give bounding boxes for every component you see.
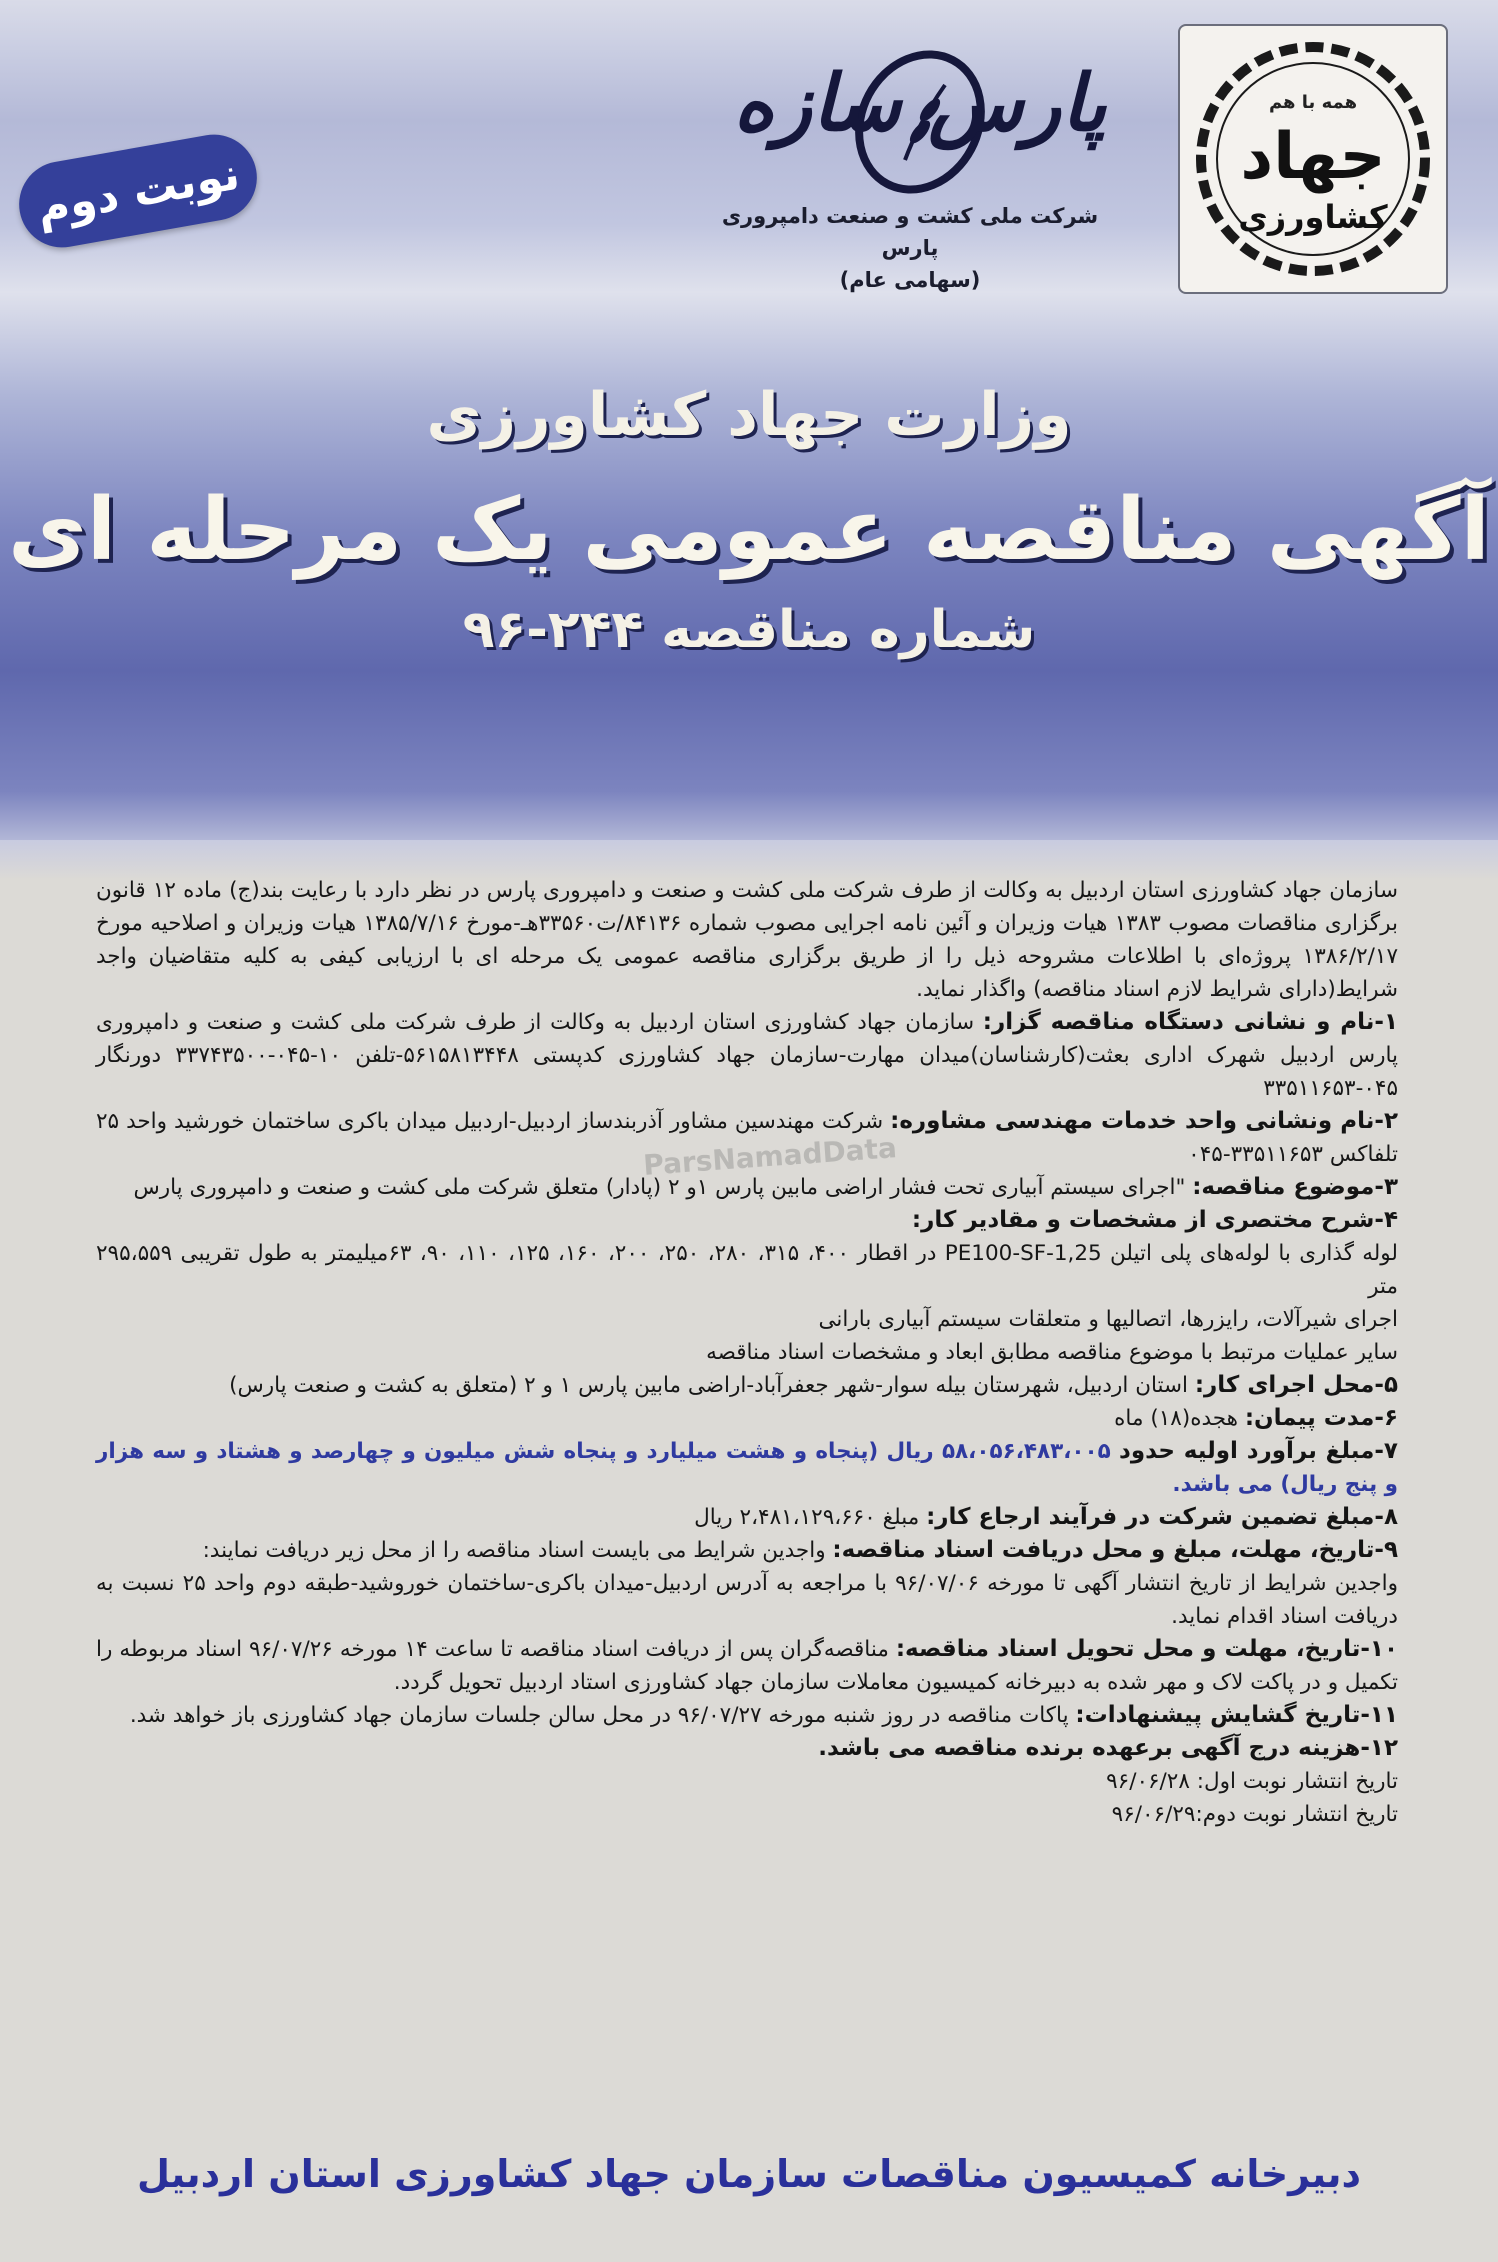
item-1 xyxy=(96,1006,1398,1105)
seal-slogan: همه با هم xyxy=(1268,92,1358,113)
item-8-head: ۸-مبلغ تضمین شرکت در فرآیند ارجاع کار: xyxy=(926,1504,1398,1530)
item-2 xyxy=(96,1105,1398,1171)
item-2-body: شرکت مهندسین مشاور آذربندساز اردبیل-اردبیل میدان باکری ساختمان خورشید واحد ۲۵ تلفاکس ۳۳۵۱۱۶۵۳-۰۴۵ xyxy=(96,1109,1398,1167)
item-6-body: هجده(۱۸) ماه xyxy=(1114,1406,1245,1431)
publish-date-first: تاریخ انتشار نوبت اول: ۹۶/۰۶/۲۸ xyxy=(1106,1769,1398,1794)
intro-paragraph: سازمان جهاد کشاورزی استان اردبیل به وکالت از طرف شرکت ملی کشت و صنعت و دامپروری پارس در نظر دارد با رعایت بند(ج) ماده ۱۲ قانون برگزاری مناقصات مصوب ۱۳۸۳ هیات وزیران و آئین نامه اجرایی مصوب شماره ۸۴۱۳۶/ت۳۳۵۶۰هـ-مورخ ۱۳۸۵/۷/۱۶ هیات وزیران و اصلاحیه مورخ ۱۳۸۶/۲/۱۷ پروژه‌ای با اطلاعات مشروحه ذیل را از طریق برگزاری مناقصه عمومی یک مرحله ای با ارزیابی کیفی به کلیه متقاضیان واجد شرایط(دارای شرایط لازم اسناد مناقصه) واگذار نماید. xyxy=(96,878,1398,1002)
item-5 xyxy=(96,1369,1398,1402)
item-7 xyxy=(96,1435,1398,1501)
item-7-head: ۷-مبلغ برآورد اولیه حدود xyxy=(1119,1438,1398,1464)
item-9-detail: واجدین شرایط از تاریخ انتشار آگهی تا مورخه ۹۶/۰۷/۰۶ با مراجعه به آدرس اردبیل-میدان باکری-ساختمان خوروشید-طبقه دوم واحد ۲۵ نسبت به دریافت اسناد اقدام نماید. xyxy=(96,1571,1399,1629)
seal-title: جهاد xyxy=(1240,120,1386,194)
notice-body xyxy=(96,874,1398,1831)
item-1-body: سازمان جهاد کشاورزی استان اردبیل به وکالت از طرف شرکت ملی کشت و صنعت و دامپروری پارس اردبیل شهرک اداری بعثت(کارشناسان)میدان مهارت-سازمان جهاد کشاورزی کدپستی ۵۶۱۵۸۱۳۴۴۸-تلفن ۱۰-۰۴۵-۳۳۷۴۳۵۰۰ دورنگار ۰۴۵-۳۳۵۱۱۶۵۳ xyxy=(96,1010,1398,1101)
item-9 xyxy=(96,1534,1398,1567)
item-5-head: ۵-محل اجرای کار: xyxy=(1194,1372,1398,1398)
ministry-heading: وزارت جهاد کشاورزی xyxy=(426,380,1072,450)
jahad-seal xyxy=(1178,24,1448,294)
company-name-line: شرکت ملی کشت و صنعت دامپروری پارس xyxy=(721,204,1099,260)
item-12-head: ۱۲-هزینه درج آگهی برعهده برنده مناقصه می باشد. xyxy=(818,1735,1398,1761)
item-11-head: ۱۱-تاریخ گشایش پیشنهادات: xyxy=(1075,1702,1398,1728)
item-10 xyxy=(96,1633,1398,1699)
item-11-body: پاکات مناقصه در روز شنبه مورخه ۹۶/۰۷/۲۷ در محل سالن جلسات سازمان جهاد کشاورزی باز خواهد شد. xyxy=(129,1703,1076,1728)
item-4-line-1: لوله گذاری با لوله‌های پلی اتیلن PE100-SF-1,25 در اقطار ۴۰۰، ۳۱۵، ۲۸۰، ۲۵۰، ۲۰۰، ۱۶۰، ۱۲۵، ۱۱۰، ۹۰، ۶۳میلیمتر به طول تقریبی ۲۹۵،۵۵۹ متر xyxy=(96,1241,1398,1299)
item-4 xyxy=(96,1204,1398,1237)
footer-signature: دبیرخانه کمیسیون مناقصات سازمان جهاد کشاورزی استان اردبیل xyxy=(136,2152,1362,2196)
item-9-body: واجدین شرایط می بایست اسناد مناقصه را از محل زیر دریافت نمایند: xyxy=(202,1538,833,1563)
item-8 xyxy=(96,1501,1398,1534)
item-10-head: ۱۰-تاریخ، مهلت و محل تحویل اسناد مناقصه: xyxy=(895,1636,1398,1662)
item-10-body: مناقصه‌گران پس از دریافت اسناد مناقصه تا ساعت ۱۴ مورخه ۹۶/۰۷/۲۶ اسناد مربوطه را تکمیل و در پاکت لاک و مهر شده به دبیرخانه کمیسیون معاملات سازمان جهاد کشاورزی استاد اردبیل تحویل گردد. xyxy=(96,1637,1398,1695)
item-5-body: استان اردبیل، شهرستان بیله سوار-شهر جعفرآباد-اراضی مابین پارس ۱ و ۲ (متعلق به کشت و صنعت پارس) xyxy=(229,1373,1195,1398)
round-badge: نوبت دوم xyxy=(12,128,263,254)
tender-number: شماره مناقصه ۲۴۴-۹۶ xyxy=(462,600,1036,660)
company-name xyxy=(690,200,1130,296)
publish-date-second: تاریخ انتشار نوبت دوم:۹۶/۰۶/۲۹ xyxy=(1111,1802,1398,1827)
item-8-body: مبلغ ۲،۴۸۱،۱۲۹،۶۶۰ ریال xyxy=(694,1505,927,1530)
logo-wordmark: پارس سازه xyxy=(733,58,1107,149)
item-1-head: ۱-نام و نشانی دستگاه مناقصه گزار: xyxy=(982,1009,1399,1035)
company-logo xyxy=(730,40,1110,210)
item-3-body: "اجرای سیستم آبیاری تحت فشار اراضی مابین پارس ۱و ۲ (پادار) متعلق شرکت ملی کشت و صنعت و دامپروری پارس xyxy=(133,1175,1193,1200)
item-4-line-2: اجرای شیرآلات، رایزرها، اتصالیها و متعلقات سیستم آبیاری بارانی xyxy=(818,1307,1398,1332)
item-11 xyxy=(96,1699,1398,1732)
item-7-body: ۵۸،۰۵۶،۴۸۳،۰۰۵ ریال (پنجاه و هشت میلیارد و پنجاه شش میلیون و چهارصد و هشتاد و سه هزار و پنج ریال) می باشد. xyxy=(96,1439,1398,1497)
item-3-head: ۳-موضوع مناقصه: xyxy=(1192,1174,1398,1200)
watermark-text: ParsNamadData xyxy=(642,1131,898,1182)
item-4-line-3: سایر عملیات مرتبط با موضوع مناقصه مطابق ابعاد و مشخصات اسناد مناقصه xyxy=(706,1340,1398,1365)
item-3 xyxy=(96,1171,1398,1204)
item-12 xyxy=(96,1732,1398,1765)
item-9-head: ۹-تاریخ، مهلت، مبلغ و محل دریافت اسناد مناقصه: xyxy=(832,1537,1398,1563)
page-title: آگهی مناقصه عمومی یک مرحله ای xyxy=(7,480,1491,580)
company-type-line: (سهامی عام) xyxy=(839,268,981,292)
item-2-head: ۲-نام ونشانی واحد خدمات مهندسی مشاوره: xyxy=(890,1108,1399,1134)
seal-subtitle: کشاورزی xyxy=(1238,198,1388,236)
item-6-head: ۶-مدت پیمان: xyxy=(1244,1405,1398,1431)
item-4-head: ۴-شرح مختصری از مشخصات و مقادیر کار: xyxy=(911,1207,1398,1233)
item-6 xyxy=(96,1402,1398,1435)
